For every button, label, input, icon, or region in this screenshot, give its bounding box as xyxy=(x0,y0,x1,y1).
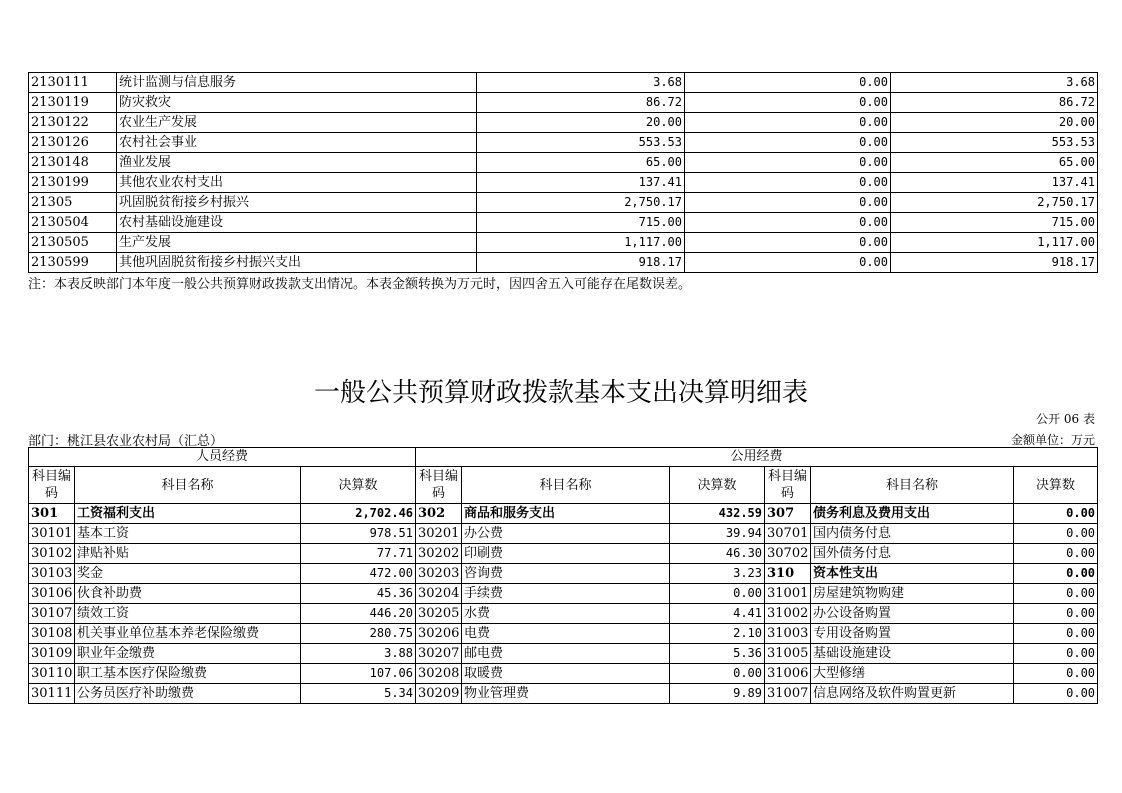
table-row xyxy=(29,93,1098,113)
subject-name: 农村社会事业 xyxy=(117,133,477,153)
subject-name: 国内债务付息 xyxy=(811,524,1014,544)
subject-name: 办公设备购置 xyxy=(811,604,1014,624)
subject-code: 30205 xyxy=(416,604,462,624)
subject-code: 2130504 xyxy=(29,213,117,233)
subject-name: 巩固脱贫衔接乡村振兴 xyxy=(117,193,477,213)
amount-total: 918.17 xyxy=(477,253,685,273)
amount: 0.00 xyxy=(1014,624,1098,644)
subject-code: 2130148 xyxy=(29,153,117,173)
amount-total: 2,750.17 xyxy=(477,193,685,213)
amount-project: 86.72 xyxy=(891,93,1098,113)
amount-basic: 0.00 xyxy=(685,93,891,113)
subject-name: 印刷费 xyxy=(462,544,670,564)
subject-name: 债务利息及费用支出 xyxy=(811,504,1014,524)
header-code: 科目编码 xyxy=(416,467,462,504)
amount-project: 20.00 xyxy=(891,113,1098,133)
amount: 0.00 xyxy=(1014,504,1098,524)
amount-basic: 0.00 xyxy=(685,173,891,193)
basic-expenditure-table xyxy=(28,447,1098,704)
amount-basic: 0.00 xyxy=(685,73,891,93)
subject-name: 大型修缮 xyxy=(811,664,1014,684)
subject-code: 30101 xyxy=(29,524,75,544)
subject-name: 水费 xyxy=(462,604,670,624)
amount: 0.00 xyxy=(1014,564,1098,584)
table-row xyxy=(29,524,1098,544)
subject-code: 30111 xyxy=(29,684,75,704)
subject-name: 职业年金缴费 xyxy=(75,644,301,664)
subject-name: 办公费 xyxy=(462,524,670,544)
subject-code: 30702 xyxy=(765,544,811,564)
subject-name: 公务员医疗补助缴费 xyxy=(75,684,301,704)
subject-name: 奖金 xyxy=(75,564,301,584)
subject-code: 2130126 xyxy=(29,133,117,153)
subject-name: 取暖费 xyxy=(462,664,670,684)
form-number: 公开 06 表 xyxy=(1036,412,1095,426)
table-row xyxy=(29,624,1098,644)
table-row xyxy=(29,133,1098,153)
subject-code: 30701 xyxy=(765,524,811,544)
subject-code: 2130199 xyxy=(29,173,117,193)
amount: 77.71 xyxy=(301,544,416,564)
subject-name: 其他农业农村支出 xyxy=(117,173,477,193)
subject-name: 房屋建筑物购建 xyxy=(811,584,1014,604)
subject-code: 301 xyxy=(29,504,75,524)
amount: 0.00 xyxy=(1014,604,1098,624)
subject-code: 2130505 xyxy=(29,233,117,253)
subject-name: 商品和服务支出 xyxy=(462,504,670,524)
amount: 2,702.46 xyxy=(301,504,416,524)
table-row xyxy=(29,544,1098,564)
amount: 5.36 xyxy=(670,644,765,664)
subject-code: 30110 xyxy=(29,664,75,684)
amount-total: 1,117.00 xyxy=(477,233,685,253)
basic-expenditure-body xyxy=(29,504,1098,704)
amount-project: 137.41 xyxy=(891,173,1098,193)
amount: 0.00 xyxy=(1014,544,1098,564)
subject-name: 绩效工资 xyxy=(75,604,301,624)
subject-code: 307 xyxy=(765,504,811,524)
subject-name: 基本工资 xyxy=(75,524,301,544)
subject-code: 30107 xyxy=(29,604,75,624)
amount: 0.00 xyxy=(1014,684,1098,704)
subject-code: 2130119 xyxy=(29,93,117,113)
table-row xyxy=(29,113,1098,133)
table-row xyxy=(29,173,1098,193)
subject-name: 职工基本医疗保险缴费 xyxy=(75,664,301,684)
amount-basic: 0.00 xyxy=(685,153,891,173)
amount-basic: 0.00 xyxy=(685,113,891,133)
amount: 3.88 xyxy=(301,644,416,664)
amount-total: 3.68 xyxy=(477,73,685,93)
subject-name: 农业生产发展 xyxy=(117,113,477,133)
header-amount: 决算数 xyxy=(301,467,416,504)
subject-name: 电费 xyxy=(462,624,670,644)
subject-name: 机关事业单位基本养老保险缴费 xyxy=(75,624,301,644)
subject-code: 30106 xyxy=(29,584,75,604)
subject-code: 310 xyxy=(765,564,811,584)
subject-code: 31001 xyxy=(765,584,811,604)
group-personnel: 人员经费 xyxy=(29,448,416,467)
amount-project: 2,750.17 xyxy=(891,193,1098,213)
subject-name: 物业管理费 xyxy=(462,684,670,704)
header-name: 科目名称 xyxy=(462,467,670,504)
subject-name: 其他巩固脱贫衔接乡村振兴支出 xyxy=(117,253,477,273)
table-row xyxy=(29,213,1098,233)
subject-code: 21305 xyxy=(29,193,117,213)
amount: 0.00 xyxy=(1014,584,1098,604)
page-title: 一般公共预算财政拨款基本支出决算明细表 xyxy=(313,378,808,408)
table-row xyxy=(29,253,1098,273)
amount-total: 715.00 xyxy=(477,213,685,233)
amount-basic: 0.00 xyxy=(685,253,891,273)
amount: 3.23 xyxy=(670,564,765,584)
subject-code: 30208 xyxy=(416,664,462,684)
table-row xyxy=(29,73,1098,93)
subject-code: 30207 xyxy=(416,644,462,664)
group-header-row xyxy=(29,448,1098,467)
header-name: 科目名称 xyxy=(811,467,1014,504)
amount: 46.30 xyxy=(670,544,765,564)
subject-name: 国外债务付息 xyxy=(811,544,1014,564)
subject-code: 302 xyxy=(416,504,462,524)
subject-name: 咨询费 xyxy=(462,564,670,584)
subject-code: 2130599 xyxy=(29,253,117,273)
amount-total: 65.00 xyxy=(477,153,685,173)
table-row xyxy=(29,644,1098,664)
subject-name: 统计监测与信息服务 xyxy=(117,73,477,93)
subject-name: 农村基础设施建设 xyxy=(117,213,477,233)
subject-name: 防灾救灾 xyxy=(117,93,477,113)
subject-name: 基础设施建设 xyxy=(811,644,1014,664)
amount-total: 86.72 xyxy=(477,93,685,113)
amount: 2.10 xyxy=(670,624,765,644)
subject-name: 信息网络及软件购置更新 xyxy=(811,684,1014,704)
subject-code: 31002 xyxy=(765,604,811,624)
department-label: 部门：桃江县农业农村局（汇总） xyxy=(28,434,224,449)
amount: 5.34 xyxy=(301,684,416,704)
amount-basic: 0.00 xyxy=(685,213,891,233)
subject-name: 生产发展 xyxy=(117,233,477,253)
amount-unit-label: 金额单位：万元 xyxy=(1010,433,1095,447)
table-row xyxy=(29,664,1098,684)
table-row xyxy=(29,564,1098,584)
amount: 0.00 xyxy=(1014,664,1098,684)
subject-code: 31006 xyxy=(765,664,811,684)
expenditure-detail-body xyxy=(29,73,1098,273)
table-row xyxy=(29,193,1098,213)
group-public: 公用经费 xyxy=(416,448,1098,467)
header-code: 科目编码 xyxy=(29,467,75,504)
subject-code: 31007 xyxy=(765,684,811,704)
amount: 432.59 xyxy=(670,504,765,524)
subject-code: 2130122 xyxy=(29,113,117,133)
subject-code: 30203 xyxy=(416,564,462,584)
amount-total: 20.00 xyxy=(477,113,685,133)
subject-name: 津贴补贴 xyxy=(75,544,301,564)
amount-basic: 0.00 xyxy=(685,133,891,153)
table-row xyxy=(29,233,1098,253)
subject-code: 30209 xyxy=(416,684,462,704)
amount: 446.20 xyxy=(301,604,416,624)
amount: 45.36 xyxy=(301,584,416,604)
subject-code: 30204 xyxy=(416,584,462,604)
subject-name: 渔业发展 xyxy=(117,153,477,173)
subject-code: 30103 xyxy=(29,564,75,584)
amount: 9.89 xyxy=(670,684,765,704)
subject-name: 工资福利支出 xyxy=(75,504,301,524)
amount: 4.41 xyxy=(670,604,765,624)
amount-project: 3.68 xyxy=(891,73,1098,93)
subject-name: 手续费 xyxy=(462,584,670,604)
amount: 0.00 xyxy=(1014,524,1098,544)
subject-code: 30201 xyxy=(416,524,462,544)
amount-total: 137.41 xyxy=(477,173,685,193)
header-amount: 决算数 xyxy=(670,467,765,504)
amount-project: 1,117.00 xyxy=(891,233,1098,253)
amount: 107.06 xyxy=(301,664,416,684)
amount: 0.00 xyxy=(670,664,765,684)
subject-code: 2130111 xyxy=(29,73,117,93)
subject-code: 31005 xyxy=(765,644,811,664)
amount-project: 553.53 xyxy=(891,133,1098,153)
subject-name: 邮电费 xyxy=(462,644,670,664)
table-note: 注：本表反映部门本年度一般公共预算财政拨款支出情况。本表金额转换为万元时，因四舍五入可能存在尾数误差。 xyxy=(28,277,692,292)
subject-code: 30102 xyxy=(29,544,75,564)
header-amount: 决算数 xyxy=(1014,467,1098,504)
amount: 472.00 xyxy=(301,564,416,584)
amount-project: 65.00 xyxy=(891,153,1098,173)
amount-project: 715.00 xyxy=(891,213,1098,233)
amount-project: 918.17 xyxy=(891,253,1098,273)
subject-code: 30108 xyxy=(29,624,75,644)
column-header-row xyxy=(29,467,1098,504)
amount: 978.51 xyxy=(301,524,416,544)
expenditure-detail-table xyxy=(28,72,1098,273)
amount: 39.94 xyxy=(670,524,765,544)
subject-code: 30202 xyxy=(416,544,462,564)
subject-code: 30206 xyxy=(416,624,462,644)
amount: 0.00 xyxy=(1014,644,1098,664)
amount: 0.00 xyxy=(670,584,765,604)
subject-name: 专用设备购置 xyxy=(811,624,1014,644)
table-row xyxy=(29,684,1098,704)
table-row xyxy=(29,504,1098,524)
table-row xyxy=(29,604,1098,624)
subject-name: 伙食补助费 xyxy=(75,584,301,604)
table-row xyxy=(29,584,1098,604)
subject-code: 30109 xyxy=(29,644,75,664)
amount-basic: 0.00 xyxy=(685,193,891,213)
subject-code: 31003 xyxy=(765,624,811,644)
header-name: 科目名称 xyxy=(75,467,301,504)
table-row xyxy=(29,153,1098,173)
subject-name: 资本性支出 xyxy=(811,564,1014,584)
header-code: 科目编码 xyxy=(765,467,811,504)
amount-basic: 0.00 xyxy=(685,233,891,253)
amount: 280.75 xyxy=(301,624,416,644)
amount-total: 553.53 xyxy=(477,133,685,153)
